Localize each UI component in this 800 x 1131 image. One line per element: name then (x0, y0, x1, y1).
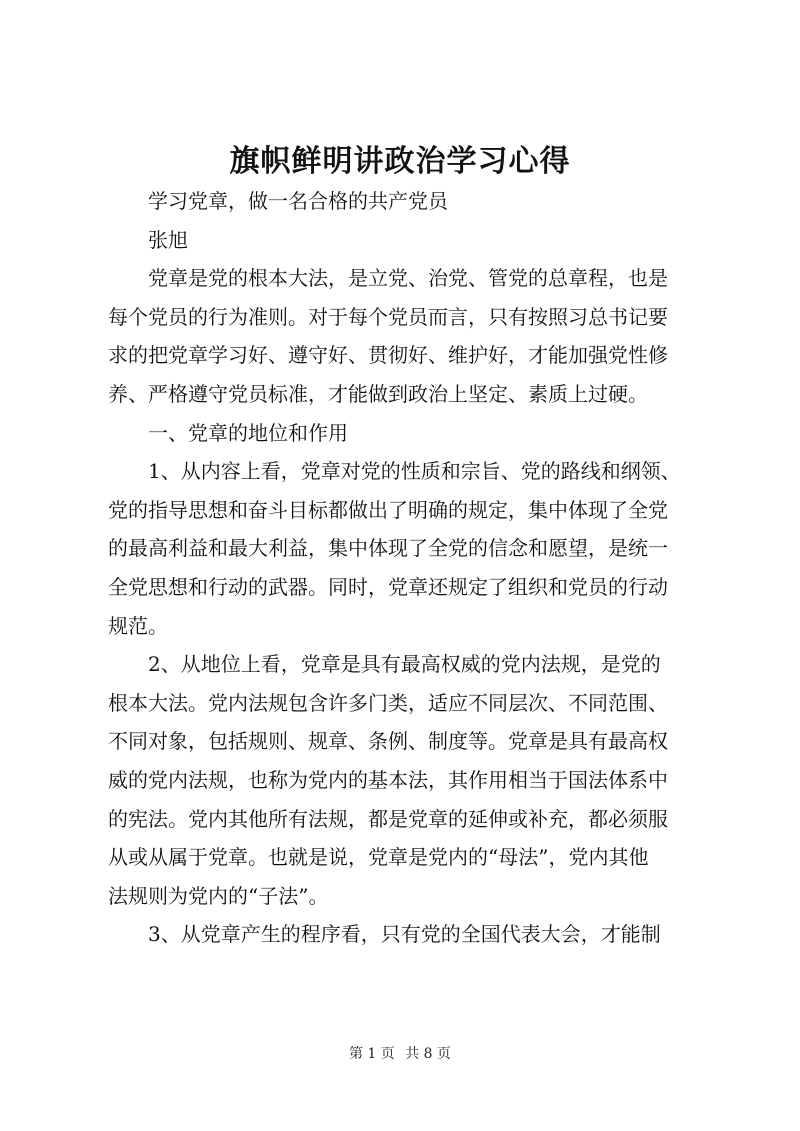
body-line: 从或从属于党章。也就是说，党章是党内的“母法”，党内其他 (108, 845, 649, 870)
body-line: 1、从内容上看，党章对党的性质和宗旨、党的路线和纲领、 (148, 459, 681, 484)
document-body (108, 182, 696, 954)
body-line: 党的指导思想和奋斗目标都做出了明确的规定，集中体现了全党 (108, 497, 668, 522)
body-line: 威的党内法规，也称为党内的基本法，其作用相当于国法体系中 (108, 767, 668, 792)
body-line: 2、从地位上看，党章是具有最高权威的党内法规，是党的 (148, 652, 661, 677)
body-line: 养、严格遵守党员标准，才能做到政治上坚定、素质上过硬。 (108, 381, 648, 406)
body-line: 一、党章的地位和作用 (148, 420, 348, 445)
page-total: 共 8 页 (405, 1046, 452, 1062)
body-line: 学习党章，做一名合格的共产党员 (148, 189, 448, 213)
body-line: 全党思想和行动的武器。同时，党章还规定了组织和党员的行动 (108, 574, 668, 599)
body-line: 的最高利益和最大利益，集中体现了全党的信念和愿望，是统一 (108, 536, 668, 561)
page-number: 第 1 页 (348, 1046, 395, 1062)
body-line: 每个党员的行为准则。对于每个党员而言，只有按照习总书记要 (108, 304, 668, 329)
document-title: 旗帜鲜明讲政治学习心得 (229, 144, 571, 179)
body-line: 党章是党的根本大法，是立党、治党、管党的总章程，也是 (148, 266, 668, 291)
page-footer (0, 1044, 800, 1064)
body-line: 求的把党章学习好、遵守好、贯彻好、维护好，才能加强党性修 (108, 343, 668, 368)
body-line: 3、从党章产生的程序看，只有党的全国代表大会，才能制 (148, 922, 661, 947)
body-line: 不同对象，包括规则、规章、条例、制度等。党章是具有最高权 (108, 729, 668, 754)
body-line: 的宪法。党内其他所有法规，都是党章的延伸或补充，都必须服 (108, 806, 668, 831)
body-line: 根本大法。党内法规包含许多门类，适应不同层次、不同范围、 (108, 690, 668, 715)
body-line: 张旭 (148, 227, 188, 252)
body-line: 法规则为党内的“子法”。 (108, 883, 329, 908)
body-line: 规范。 (108, 613, 168, 638)
